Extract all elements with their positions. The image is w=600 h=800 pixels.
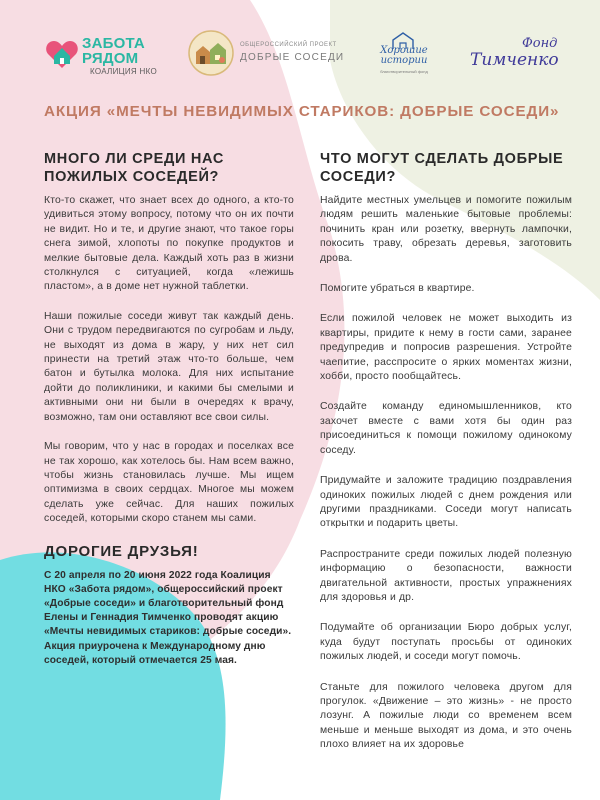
heart-house-icon (44, 36, 80, 72)
dobrye-sosedi-logo (188, 28, 348, 84)
right-paragraph: Подумайте об организации Бюро добрых услуг, куда будут поступать просьбы от одиноких пожилых людей, и соседи могут помочь. (320, 622, 572, 663)
friends-paragraph: С 20 апреля по 20 июня 2022 года Коалиция НКО «Забота рядом», общероссийский проект «Добрые соседи» и благотворительный фонд Елены и Геннадия Тимченко проводят акцию «Мечты невидимых стариков: добрые соседи». (44, 569, 292, 638)
left-paragraph: Наши пожилые соседи живут так каждый день. Они с трудом передвигаются по сугробам и льду, не выходят из дома в жару, у них нет сил принести на третий этаж что-то больше, чем батон и бутылка молока. Для них испытание дойти до поликлиники, и какими бы смелыми и активными они ни были в очередях к врачу, возможно, там они оставляют все свои силы. (44, 310, 294, 423)
partner-logos (0, 28, 600, 84)
zabota-ryadom-logo (44, 34, 174, 78)
dobrye-subtitle: ОБЩЕРОССИЙСКИЙ ПРОЕКТ (240, 42, 337, 48)
stories-title-line2: истории (380, 55, 428, 66)
zabota-title-line2: РЯДОМ (82, 50, 139, 67)
left-column (44, 150, 294, 668)
khoroshie-istorii-logo (362, 32, 446, 76)
right-paragraph: Распространите среди пожилых людей полезную информацию о безопасности, важности двигательной активности, простых упражнениях для здоровья и др. (320, 548, 572, 603)
right-paragraph: Придумайте и заложите традицию поздравления одиноких пожилых людей с днем рождения или другими праздниками. Соседи могут написать открытки и подарить цветы. (320, 475, 572, 530)
dobrye-title: ДОБРЫЕ СОСЕДИ (240, 52, 345, 63)
right-paragraph: Найдите местных умельцев и помогите пожилым людям решить маленькие бытовые проблемы: починить кран или розетку, ввернуть лампочки, покосить траву, обрезать деревья, заготовить дрова. (320, 195, 572, 264)
page-title: АКЦИЯ «МЕЧТЫ НЕВИДИМЫХ СТАРИКОВ: ДОБРЫЕ СОСЕДИ» (44, 103, 560, 120)
left-paragraph: Мы говорим, что у нас в городах и поселках все не так хорошо, как хотелось бы. Нам всем важно, чтобы жизнь становилась лучше. Мы ищем оптимизма в своих сердцах. Многое мы можем сделать уже сейчас. Для наших пожилых соседей, которыми скоро станем мы сами. (44, 441, 294, 525)
fond-line1: Фонд (522, 36, 558, 51)
zabota-title-line1: ЗАБОТА (82, 35, 145, 52)
right-paragraph: Если пожилой человек не может выходить из квартиры, придите к нему в гости сами, заранее предупредив и попросив разрешения. Устройте чаепитие, расспросите о ярких моментах жизни, хобби, просто пообщайтесь. (320, 313, 572, 383)
stories-title-line1: Хорошие (380, 45, 428, 56)
fond-line2: Тимченко (470, 50, 559, 70)
fond-timchenko-logo (470, 36, 570, 74)
friends-heading: ДОРОГИЕ ДРУЗЬЯ! (44, 542, 199, 560)
stories-subtitle: благотворительный фонд (380, 69, 428, 74)
houses-illustration-icon (188, 30, 234, 76)
right-paragraph: Станьте для пожилого человека другом для прогулок. «Движение – это жизнь» - не просто лозунг. А пожилые люди со временем всем меньше и меньше выходят из дома, и это очень плохо влияет на их здоровье (320, 681, 572, 751)
right-column (320, 150, 572, 753)
right-heading: ЧТО МОГУТ СДЕЛАТЬ ДОБРЫЕ СОСЕДИ? (320, 151, 564, 185)
right-paragraph: Создайте команду единомышленников, кто захочет вместе с вами хотя бы один раз присоединиться к помощи пожилому одинокому соседу. (320, 401, 572, 456)
right-paragraph: Помогите убраться в квартире. (320, 283, 475, 295)
zabota-subtitle: КОАЛИЦИЯ НКО (90, 67, 157, 76)
left-paragraph: Кто-то скажет, что знает всех до одного, а кто-то удивиться этому вопросу, потому что он их почти не видит. Но и те, и другие знают, что такое горы снега зимой, хлопоты по покупке продуктов и мелкие бытовые дела. Каждый хоть раз в жизни столкнулся с ситуацией, когда «лежишь пластом», а в доме нет нужной таблетки. (44, 195, 294, 293)
left-heading: МНОГО ЛИ СРЕДИ НАС ПОЖИЛЫХ СОСЕДЕЙ? (44, 151, 225, 185)
friends-paragraph: Акция приурочена к Международному дню соседей, который отмечается 25 мая. (44, 640, 266, 666)
